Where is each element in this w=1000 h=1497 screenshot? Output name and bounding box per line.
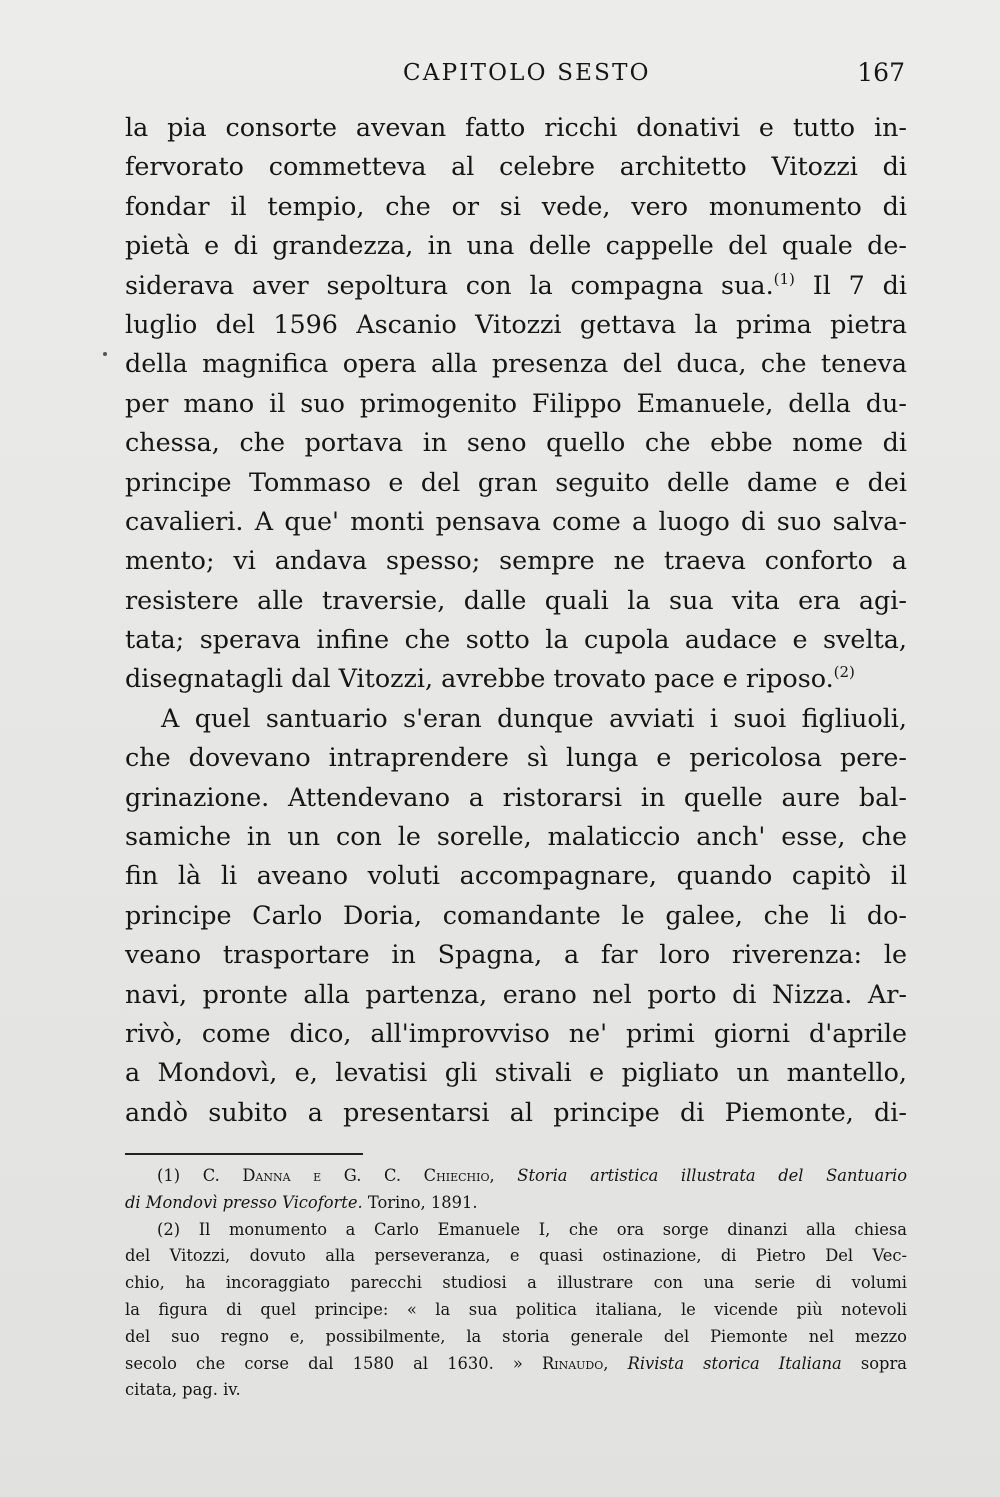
- text-line: fervorato commetteva al celebre architetto Vitozzi di: [125, 151, 907, 182]
- footnote-2-line: [125, 1351, 907, 1378]
- main-text: [125, 108, 907, 1132]
- text-line: [125, 659, 907, 698]
- footnote-1-title-cont: di Mondovì presso Vicoforte.: [125, 1192, 363, 1212]
- text-line: luglio del 1596 Ascanio Vitozzi gettava la prima pietra: [125, 308, 907, 339]
- footnotes: [125, 1163, 907, 1404]
- footnote-2-line: la figura di quel principe: « la sua politica italiana, le vicende più notevoli: [125, 1299, 907, 1319]
- footnote-2-text: secolo che corse dal 1580 al 1630. »: [125, 1353, 523, 1373]
- footnote-2-mark: (2): [157, 1219, 181, 1239]
- text-line: fin là li aveano voluti accompagnare, quando capitò il: [125, 860, 907, 891]
- text-line: grinazione. Attendevano a ristorarsi in quelle aure bal-: [125, 781, 907, 812]
- footnote-2-author: Rinaudo,: [541, 1353, 609, 1373]
- text-line: a Mondovì, e, levatisi gli stivali e pigliato un mantello,: [125, 1057, 907, 1088]
- text-line: pietà e di grandezza, in una delle cappelle del quale de-: [125, 230, 907, 261]
- footnote-1-authors: C. Danna e G. C. Chiechio,: [202, 1166, 495, 1185]
- page-number: 167: [857, 58, 905, 87]
- footnote-rule: [125, 1153, 363, 1155]
- footnote-2-text: sopra: [860, 1353, 907, 1373]
- footnote-2-text: Il monumento a Carlo Emanuele I, che ora sorge dinanzi alla chiesa: [198, 1219, 907, 1239]
- footnote-1-mark: (1): [157, 1166, 181, 1185]
- footnote-2-line: [125, 1217, 907, 1244]
- print-speck: [103, 352, 107, 356]
- text-line: navi, pronte alla partenza, erano nel porto di Nizza. Ar-: [125, 978, 907, 1009]
- footnote-2-line: chio, ha incoraggiato parecchi studiosi a illustrare con una serie di volumi: [125, 1273, 907, 1293]
- footnote-1-line: [125, 1190, 907, 1217]
- text-line: per mano il suo primogenito Filippo Emanuele, della du-: [125, 387, 907, 418]
- text-line: samiche in un con le sorelle, malaticcio anch' esse, che: [125, 821, 907, 852]
- text-line: tata; sperava infine che sotto la cupola audace e svelta,: [125, 624, 907, 655]
- text-line: che dovevano intraprendere sì lunga e pericolosa pere-: [125, 742, 907, 773]
- text-line: la pia consorte avevan fatto ricchi donativi e tutto in-: [125, 112, 907, 142]
- footnote-2-line: citata, pag. iv.: [125, 1380, 241, 1400]
- footnote-ref-1: (1): [773, 269, 795, 288]
- text-line: della magnifica opera alla presenza del duca, che teneva: [125, 348, 907, 379]
- text-line: chessa, che portava in seno quello che ebbe nome di: [125, 427, 907, 458]
- text-line: andò subito a presentarsi al principe di Piemonte, di-: [125, 1096, 907, 1127]
- text-line-start: siderava aver sepoltura con la compagna sua.: [125, 269, 774, 300]
- page-header: [125, 60, 905, 100]
- text-line: cavalieri. A que' monti pensava come a luogo di suo salva-: [125, 505, 907, 536]
- footnote-1-imprint: Torino, 1891.: [367, 1192, 478, 1212]
- text-line: fondar il tempio, che or si vede, vero monumento di: [125, 190, 907, 221]
- running-head: CAPITOLO SESTO: [403, 60, 651, 86]
- text-line: resistere alle traversie, dalle quali la sua vita era agi-: [125, 584, 907, 615]
- text-line: principe Carlo Doria, comandante le galee, che li do-: [125, 899, 907, 930]
- text-line: veano trasportare in Spagna, a far loro riverenza: le: [125, 939, 907, 970]
- text-line: principe Tommaso e del gran seguito delle dame e dei: [125, 466, 907, 497]
- footnote-1-title: Storia artistica illustrata del Santuario: [517, 1166, 908, 1185]
- footnote-2-line: del suo regno e, possibilmente, la storia generale del Piemonte nel mezzo: [125, 1326, 907, 1346]
- text-line-start: disegnatagli dal Vitozzi, avrebbe trovato pace e riposo.: [125, 663, 834, 694]
- text-line: mento; vi andava spesso; sempre ne traeva conforto a: [125, 545, 907, 576]
- footnote-2-journal: Rivista storica Italiana: [627, 1353, 842, 1373]
- text-line: rivò, come dico, all'improvviso ne' primi giorni d'aprile: [125, 1017, 907, 1048]
- footnote-ref-2: (2): [833, 663, 855, 682]
- text-line-end: Il 7 di: [812, 269, 907, 300]
- paragraph-start-line: A quel santuario s'eran dunque avviati i suoi figliuoli,: [161, 702, 907, 733]
- footnote-1-line: [125, 1163, 907, 1190]
- text-line: [125, 266, 907, 305]
- footnote-2-line: del Vitozzi, dovuto alla perseveranza, e quasi ostinazione, di Pietro Del Vec-: [125, 1246, 907, 1266]
